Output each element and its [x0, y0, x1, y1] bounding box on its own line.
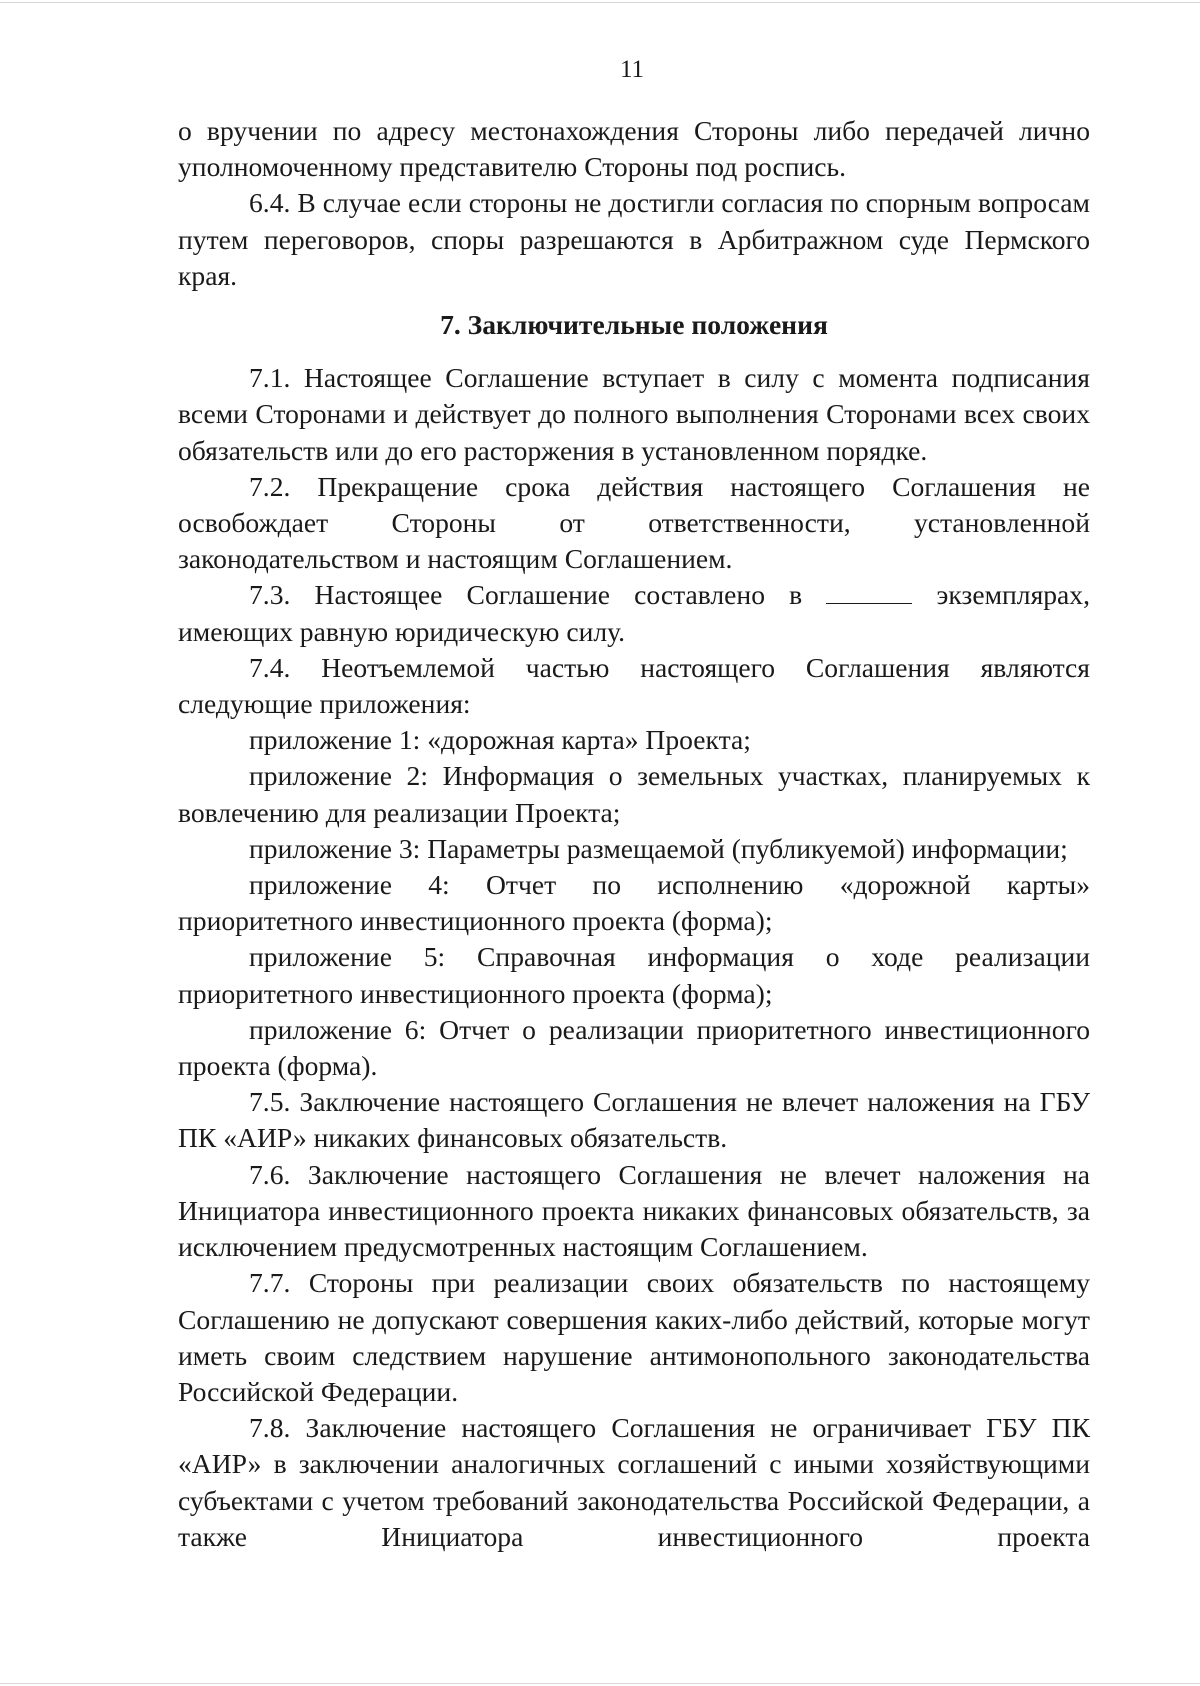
- appendix-1: приложение 1: «дорожная карта» Проекта;: [249, 724, 751, 756]
- appendix-5: приложение 5: Справочная информация о ходе реализации приоритетного инвестиционного проекта (форма);: [178, 941, 1090, 1009]
- paragraph-continuation: о вручении по адресу местонахождения Стороны либо передачей лично уполномоченному представителю Стороны под роспись.: [178, 115, 1090, 183]
- paragraph-7-2: 7.2. Прекращение срока действия настоящего Соглашения не освобождает Стороны от ответственности, установленной законодательством и настоящим Соглашением.: [178, 470, 1090, 575]
- paragraph-7-8: 7.8. Заключение настоящего Соглашения не ограничивает ГБУ ПК «АИР» в заключении аналогичных соглашений с иными хозяйствующими субъектами с учетом требований законодательства Российской Федерации, а также Инициатора инвестиционного проекта: [178, 1412, 1090, 1552]
- paragraph-7-6: 7.6. Заключение настоящего Соглашения не влечет наложения на Инициатора инвестиционного проекта никаких финансовых обязательств, за исключением предусмотренных настоящим Соглашением.: [178, 1158, 1090, 1263]
- paragraph-6-4: 6.4. В случае если стороны не достигли согласия по спорным вопросам путем переговоров, споры разрешаются в Арбитражном суде Пермского края.: [178, 187, 1090, 291]
- appendix-2: приложение 2: Информация о земельных участках, планируемых к вовлечению для реализации Проекта;: [178, 760, 1090, 828]
- section-heading: 7. Заключительные положения: [440, 309, 828, 341]
- paragraph-7-4: 7.4. Неотъемлемой частью настоящего Соглашения являются следующие приложения:: [178, 651, 1090, 720]
- paragraph-7-3-text-a: 7.3. Настоящее Соглашение составлено в: [249, 579, 803, 611]
- paragraph-7-3-line-2: имеющих равную юридическую силу.: [178, 615, 626, 647]
- copies-count-blank: [826, 581, 912, 604]
- paragraph-7-7: 7.7. Стороны при реализации своих обязательств по настоящему Соглашению не допускают совершения каких-либо действий, которые могут иметь своим следствием нарушение антимонопольного законодательства Российской Федерации.: [178, 1267, 1090, 1407]
- appendix-3: приложение 3: Параметры размещаемой (публикуемой) информации;: [249, 832, 1068, 864]
- page-number: 11: [619, 56, 645, 83]
- paragraph-7-3-line-1: [178, 577, 1090, 613]
- paragraph-7-1: 7.1. Настоящее Соглашение вступает в силу с момента подписания всеми Сторонами и действует до полного выполнения Сторонами всех своих обязательств или до его расторжения в установленном порядке.: [178, 362, 1090, 466]
- appendix-6: приложение 6: Отчет о реализации приоритетного инвестиционного проекта (форма).: [178, 1013, 1090, 1082]
- paragraph-7-3-text-b: экземплярах,: [936, 579, 1090, 611]
- appendix-4: приложение 4: Отчет по исполнению «дорожной карты» приоритетного инвестиционного проекта (форма);: [178, 869, 1090, 937]
- paragraph-7-5: 7.5. Заключение настоящего Соглашения не влечет наложения на ГБУ ПК «АИР» никаких финансовых обязательств.: [178, 1086, 1090, 1154]
- scan-edge-top: [0, 2, 1200, 3]
- scan-edge-bottom: [0, 1683, 1200, 1684]
- document-body: [178, 113, 1090, 1555]
